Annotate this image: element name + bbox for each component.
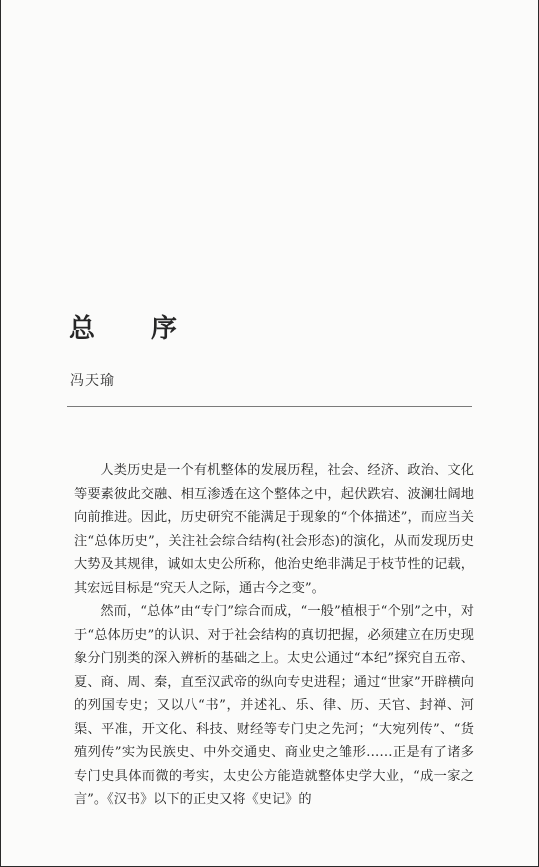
- paragraph-1: 人类历史是一个有机整体的发展历程，社会、经济、政治、文化等要素彼此交融、相互渗透在这个整体之中，起伏跌宕、波澜壮阔地向前推进。因此，历史研究不能满足于现象的“个体描述”，而应当关注“总体历史”，关注社会综合结构(社会形态)的演化，从而发现历史大势及其规律，诚如太史公所称，他治史绝非满足于枝节性的记载，其宏远目标是“究天人之际，通古今之变”。: [74, 463, 474, 596]
- title-char-1: 总: [69, 314, 96, 344]
- author-name: 冯天瑜: [70, 373, 115, 389]
- title-char-2: 序: [151, 314, 178, 344]
- divider-line: [67, 406, 472, 407]
- chapter-title: [69, 308, 177, 345]
- paragraph-2: 然而，“总体”由“专门”综合而成，“一般”植根于“个别”之中，对于“总体历史”的认识、对于社会结构的真切把握，必须建立在历史现象分门别类的深入辨析的基础之上。太史公通过“本纪”探究自五帝、夏、商、周、秦，直至汉武帝的纵向专史进程；通过“世家”开辟横向的列国专史；又以八“书”，并述礼、乐、律、历、天官、封禅、河渠、平准，开文化、科技、财经等专门史之先河；“大宛列传”、“货殖列传”实为民族史、中外交通史、商业史之雏形……正是有了诸多专门史具体而微的考实，太史公方能造就整体史学大业，“成一家之言”。《汉书》以下的正史又将《史记》的: [74, 604, 474, 807]
- body-text: [74, 459, 474, 812]
